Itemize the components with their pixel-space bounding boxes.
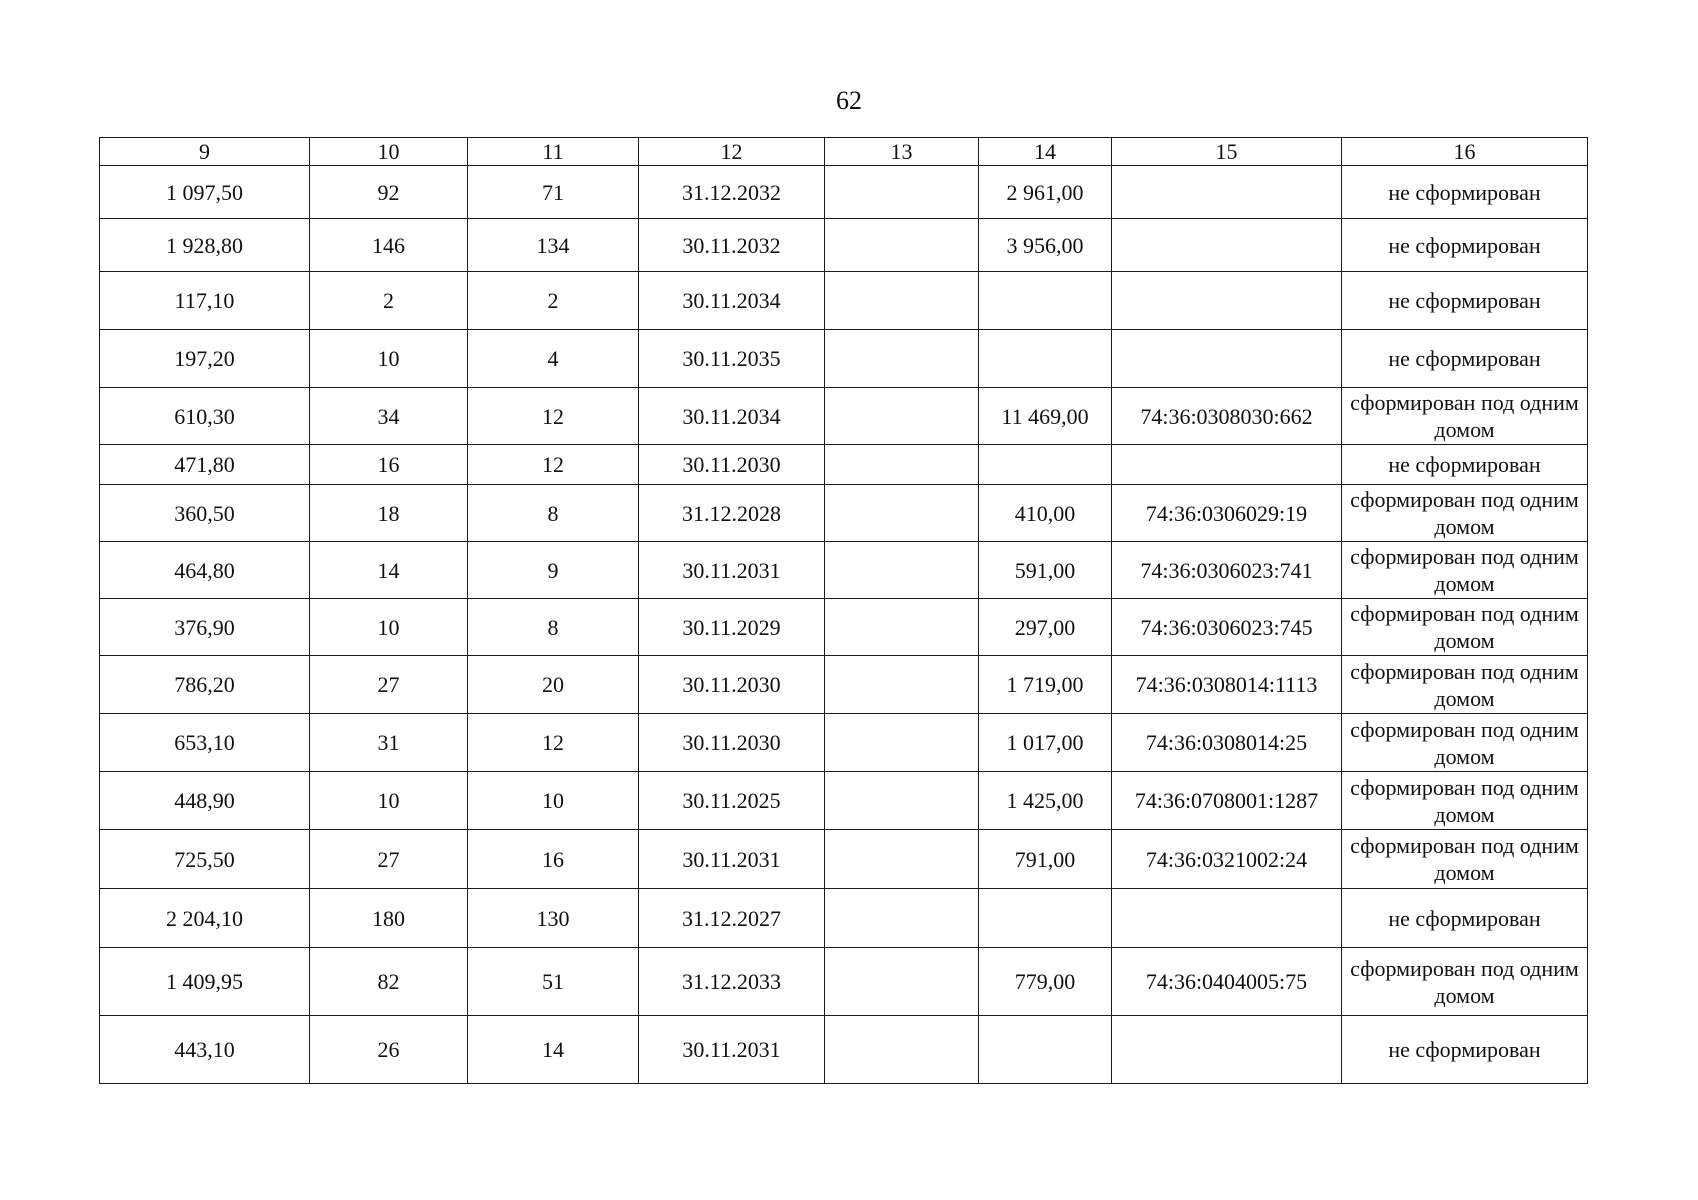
table-row (100, 166, 1588, 219)
table-cell: 31.12.2032 (639, 166, 825, 219)
table-cell: 197,20 (100, 330, 310, 388)
column-header: 9 (100, 138, 310, 166)
table-cell: 10 (468, 772, 639, 830)
table-cell (825, 272, 979, 330)
table-cell (825, 219, 979, 272)
table-cell: 26 (310, 1016, 468, 1084)
table-cell: 51 (468, 948, 639, 1016)
table-row (100, 889, 1588, 948)
table-cell: 30.11.2030 (639, 656, 825, 714)
column-header: 10 (310, 138, 468, 166)
table-row (100, 330, 1588, 388)
table-cell: 74:36:0306029:19 (1112, 485, 1342, 542)
table-cell: не сформирован (1342, 1016, 1588, 1084)
table-cell: сформирован под одним домом (1342, 772, 1588, 830)
table-cell: 779,00 (979, 948, 1112, 1016)
table-row (100, 656, 1588, 714)
table-cell: 27 (310, 830, 468, 889)
table-cell: 443,10 (100, 1016, 310, 1084)
table-cell: 1 097,50 (100, 166, 310, 219)
table-cell: 448,90 (100, 772, 310, 830)
table-cell: 1 719,00 (979, 656, 1112, 714)
column-header: 12 (639, 138, 825, 166)
table-cell: 146 (310, 219, 468, 272)
table-cell: 10 (310, 772, 468, 830)
table-cell: 180 (310, 889, 468, 948)
table-row (100, 948, 1588, 1016)
table-row (100, 542, 1588, 599)
table-row (100, 388, 1588, 445)
table-cell: не сформирован (1342, 272, 1588, 330)
table-cell: 31 (310, 714, 468, 772)
table-cell: 30.11.2034 (639, 388, 825, 445)
table-cell: 3 956,00 (979, 219, 1112, 272)
table-cell (979, 889, 1112, 948)
table-cell (825, 542, 979, 599)
table-cell: 82 (310, 948, 468, 1016)
table-cell (825, 1016, 979, 1084)
table-cell (825, 656, 979, 714)
table-cell: 34 (310, 388, 468, 445)
table-cell: 27 (310, 656, 468, 714)
table-cell: 16 (310, 445, 468, 485)
table-cell: сформирован под одним домом (1342, 830, 1588, 889)
column-header: 13 (825, 138, 979, 166)
table-cell: 471,80 (100, 445, 310, 485)
table-cell: 30.11.2031 (639, 830, 825, 889)
table-cell: не сформирован (1342, 330, 1588, 388)
table-cell: 30.11.2029 (639, 599, 825, 656)
table-cell: 1 409,95 (100, 948, 310, 1016)
table-cell: 1 017,00 (979, 714, 1112, 772)
data-table (99, 137, 1588, 1084)
column-header: 11 (468, 138, 639, 166)
table-cell: 464,80 (100, 542, 310, 599)
table-cell (1112, 166, 1342, 219)
table-cell (825, 485, 979, 542)
table-cell: 12 (468, 714, 639, 772)
table-cell: 134 (468, 219, 639, 272)
table-cell: 30.11.2034 (639, 272, 825, 330)
table-cell: 30.11.2031 (639, 542, 825, 599)
table-cell (825, 599, 979, 656)
table-cell: 376,90 (100, 599, 310, 656)
table-cell: 74:36:0404005:75 (1112, 948, 1342, 1016)
table-cell: 30.11.2031 (639, 1016, 825, 1084)
table-cell (825, 330, 979, 388)
table-cell: 74:36:0308030:662 (1112, 388, 1342, 445)
table-cell: 591,00 (979, 542, 1112, 599)
table-cell: 74:36:0306023:741 (1112, 542, 1342, 599)
table-cell (825, 830, 979, 889)
table-cell: сформирован под одним домом (1342, 948, 1588, 1016)
column-header: 15 (1112, 138, 1342, 166)
table-cell: 11 469,00 (979, 388, 1112, 445)
table-cell: 4 (468, 330, 639, 388)
column-header: 14 (979, 138, 1112, 166)
table-cell: 12 (468, 445, 639, 485)
table-cell (1112, 1016, 1342, 1084)
table-cell: 30.11.2032 (639, 219, 825, 272)
table-cell: 791,00 (979, 830, 1112, 889)
table-cell (825, 445, 979, 485)
table-row (100, 830, 1588, 889)
table-cell: 30.11.2025 (639, 772, 825, 830)
table-cell: 20 (468, 656, 639, 714)
page-number: 62 (836, 86, 862, 115)
table-cell (1112, 272, 1342, 330)
table-cell: 1 928,80 (100, 219, 310, 272)
table-cell (825, 714, 979, 772)
table-cell: не сформирован (1342, 445, 1588, 485)
table-row (100, 1016, 1588, 1084)
table-cell (979, 272, 1112, 330)
table-row (100, 599, 1588, 656)
table-cell: сформирован под одним домом (1342, 388, 1588, 445)
table-cell (825, 889, 979, 948)
table-cell: 74:36:0306023:745 (1112, 599, 1342, 656)
table-cell: 16 (468, 830, 639, 889)
table-cell: 14 (468, 1016, 639, 1084)
column-number-row (100, 138, 1588, 166)
table-cell: 2 (310, 272, 468, 330)
table-cell: 31.12.2028 (639, 485, 825, 542)
table-row (100, 772, 1588, 830)
table-cell: 30.11.2030 (639, 445, 825, 485)
table-cell (825, 166, 979, 219)
table-cell: 92 (310, 166, 468, 219)
table-cell (825, 948, 979, 1016)
table-row (100, 445, 1588, 485)
table-cell: 8 (468, 599, 639, 656)
table-cell: 10 (310, 599, 468, 656)
table-cell: 130 (468, 889, 639, 948)
table-cell: сформирован под одним домом (1342, 542, 1588, 599)
table-cell: 610,30 (100, 388, 310, 445)
table-cell (979, 445, 1112, 485)
table-cell (979, 330, 1112, 388)
table-cell: 12 (468, 388, 639, 445)
table-cell (1112, 445, 1342, 485)
table-row (100, 219, 1588, 272)
table-cell (1112, 889, 1342, 948)
table-cell: сформирован под одним домом (1342, 599, 1588, 656)
table-cell: 786,20 (100, 656, 310, 714)
table-cell: 31.12.2033 (639, 948, 825, 1016)
table-cell: 360,50 (100, 485, 310, 542)
table-row (100, 272, 1588, 330)
table-cell: 74:36:0308014:1113 (1112, 656, 1342, 714)
table-row (100, 485, 1588, 542)
table-cell: 31.12.2027 (639, 889, 825, 948)
table-cell: не сформирован (1342, 889, 1588, 948)
table-cell (1112, 330, 1342, 388)
table-cell: 10 (310, 330, 468, 388)
table-cell: 9 (468, 542, 639, 599)
table-cell: 2 (468, 272, 639, 330)
table-cell: 410,00 (979, 485, 1112, 542)
table-cell (979, 1016, 1112, 1084)
table-cell: 30.11.2035 (639, 330, 825, 388)
table-cell: 725,50 (100, 830, 310, 889)
table-cell: 74:36:0708001:1287 (1112, 772, 1342, 830)
table-cell: 8 (468, 485, 639, 542)
table-row (100, 714, 1588, 772)
table-cell: сформирован под одним домом (1342, 656, 1588, 714)
table-cell: 2 961,00 (979, 166, 1112, 219)
table-cell: 2 204,10 (100, 889, 310, 948)
table-cell: не сформирован (1342, 219, 1588, 272)
table-cell: 14 (310, 542, 468, 599)
table-cell: 1 425,00 (979, 772, 1112, 830)
table-cell: сформирован под одним домом (1342, 714, 1588, 772)
table-cell (825, 388, 979, 445)
column-header: 16 (1342, 138, 1588, 166)
table-cell: 74:36:0321002:24 (1112, 830, 1342, 889)
table-cell: 18 (310, 485, 468, 542)
table-cell: 74:36:0308014:25 (1112, 714, 1342, 772)
table-cell: 30.11.2030 (639, 714, 825, 772)
table-cell: 297,00 (979, 599, 1112, 656)
table-cell: не сформирован (1342, 166, 1588, 219)
table-cell (1112, 219, 1342, 272)
table-cell: сформирован под одним домом (1342, 485, 1588, 542)
table-cell (825, 772, 979, 830)
table-cell: 117,10 (100, 272, 310, 330)
table-cell: 71 (468, 166, 639, 219)
table-cell: 653,10 (100, 714, 310, 772)
